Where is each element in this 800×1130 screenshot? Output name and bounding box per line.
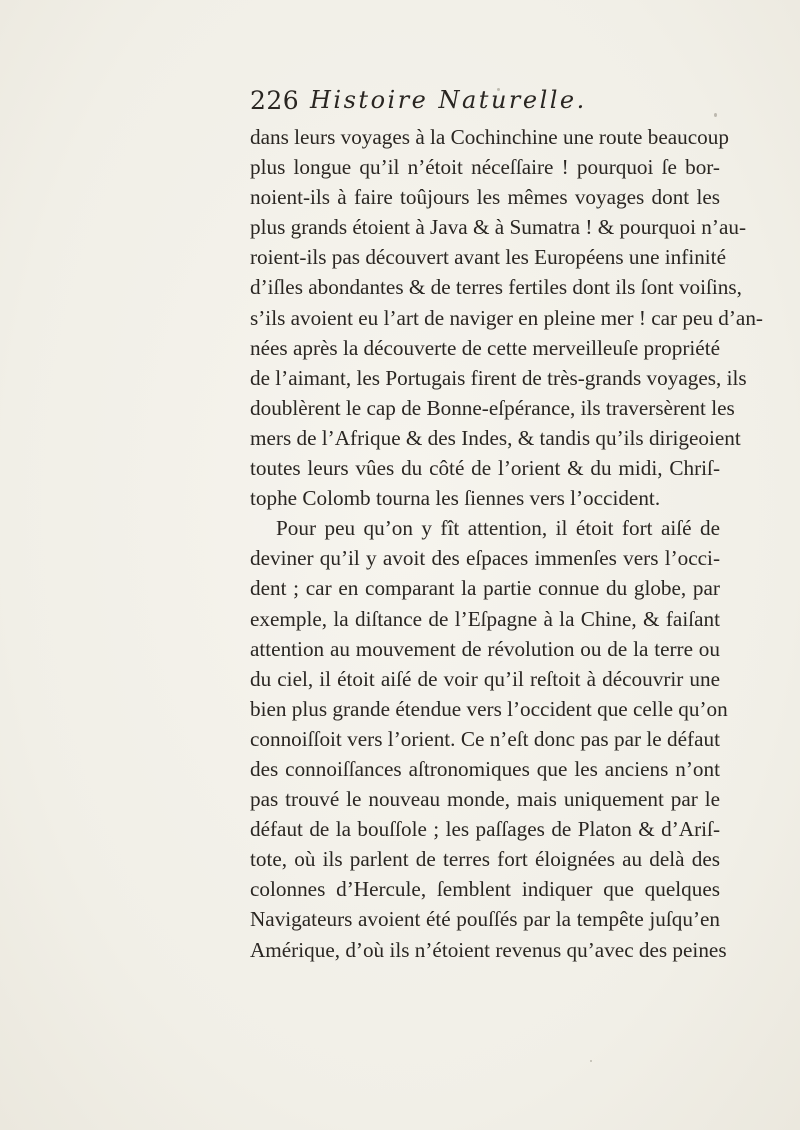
text-line: du ciel, il étoit aiſé de voir qu’il reſtoit à découvrir une [250, 666, 720, 691]
text-line: s’ils avoient eu l’art de naviger en pleine mer ! car peu d’an- [250, 305, 763, 330]
paragraph [250, 122, 763, 513]
text-line: défaut de la bouſſole ; les paſſages de Platon & d’Ariſ- [250, 817, 720, 842]
text-line: roient-ils pas découvert avant les Européens une infinité [250, 245, 726, 270]
text-line: nées après la découverte de cette merveilleuſe propriété [250, 335, 720, 360]
text-line: deviner qu’il y avoit des eſpaces immenſes vers l’occi- [250, 546, 720, 571]
text-line: attention au mouvement de révolution ou de la terre ou [250, 636, 720, 661]
text-line: tote, où ils parlent de terres fort éloignées au delà des [250, 847, 720, 872]
text-line: mers de l’Afrique & des Indes, & tandis qu’ils dirigeoient [250, 425, 741, 450]
text-line: dent ; car en comparant la partie connue du globe, par [250, 576, 720, 601]
paragraph [250, 513, 728, 964]
running-head [250, 86, 720, 120]
page-number: 226 [250, 86, 300, 115]
text-line: d’iſles abondantes & de terres fertiles dont ils ſont voiſins, [250, 275, 742, 300]
text-line: colonnes d’Hercule, ſemblent indiquer que quelques [250, 877, 720, 902]
ink-speck [590, 1060, 592, 1062]
text-line: exemple, la diſtance de l’Eſpagne à la Chine, & faiſant [250, 606, 720, 631]
text-line: Navigateurs avoient été pouſſés par la tempête juſqu’en [250, 907, 720, 932]
text-line: des connoiſſances aſtronomiques que les anciens n’ont [250, 756, 720, 781]
text-line: bien plus grande étendue vers l’occident que celle qu’on [250, 696, 728, 721]
text-line: pas trouvé le nouveau monde, mais uniquement par le [250, 787, 720, 812]
text-line: noient-ils à faire toûjours les mêmes voyages dont les [250, 185, 720, 210]
text-line: Pour peu qu’on y fît attention, il étoit fort aiſé de [276, 516, 720, 541]
text-line: doublèrent le cap de Bonne-eſpérance, ils traversèrent les [250, 395, 735, 420]
text-line: plus longue qu’il n’étoit néceſſaire ! pourquoi ſe bor- [250, 155, 720, 180]
text-line: Amérique, d’où ils n’étoient revenus qu’avec des peines [250, 937, 727, 962]
text-line: de l’aimant, les Portugais firent de très-grands voyages, ils [250, 365, 747, 390]
text-line: plus grands étoient à Java & à Sumatra ! & pourquoi n’au- [250, 215, 747, 240]
text-line: connoiſſoit vers l’orient. Ce n’eſt donc pas par le défaut [250, 726, 720, 751]
body-text [250, 122, 763, 965]
running-title: Histoire Naturelle. [310, 86, 587, 114]
text-line: tophe Colomb tourna les ſiennes vers l’occident. [250, 486, 661, 511]
text-line: dans leurs voyages à la Cochinchine une route beaucoup [250, 125, 729, 149]
text-line: toutes leurs vûes du côté de l’orient & du midi, Chriſ- [250, 456, 720, 481]
